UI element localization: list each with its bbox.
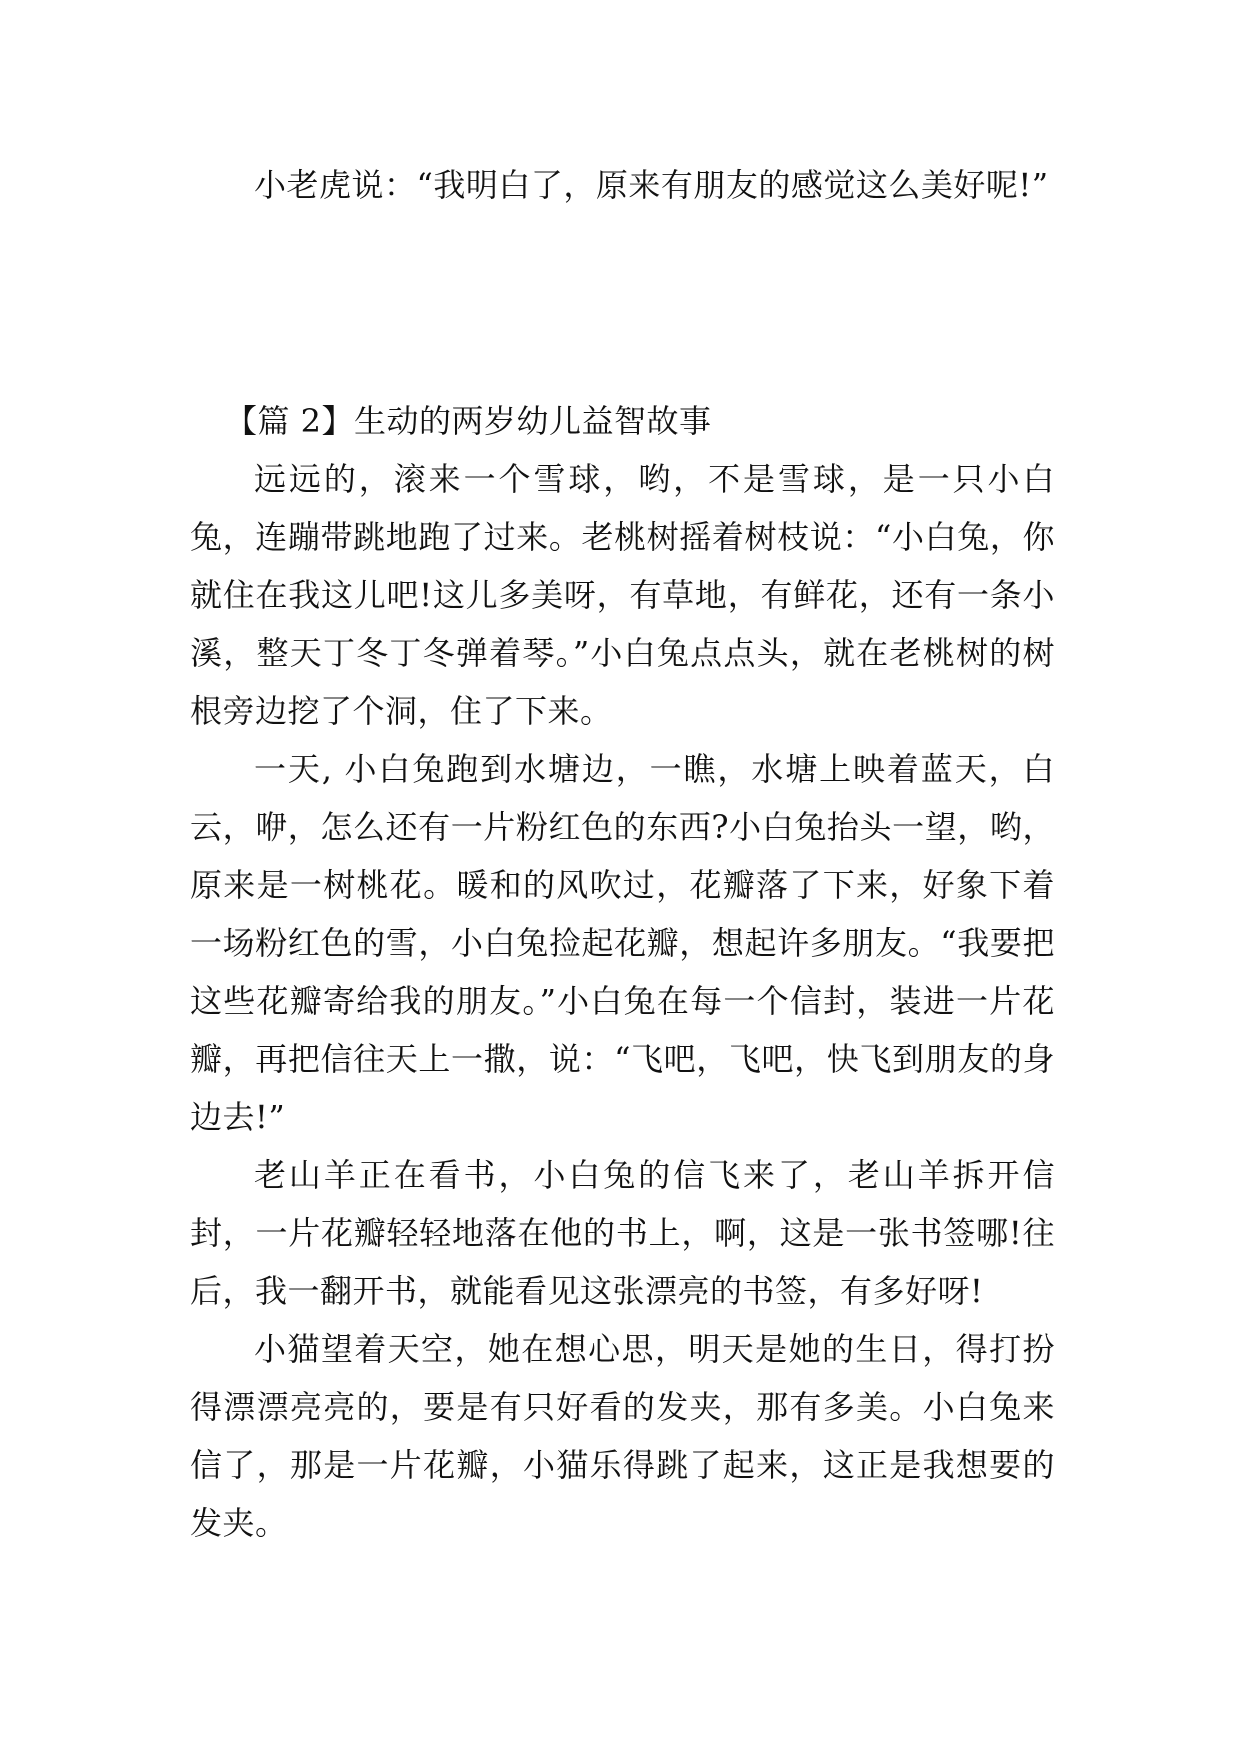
paragraph: 小猫望着天空，她在想心思，明天是她的生日，得打扮得漂漂亮亮的，要是有只好看的发夹，那有多美。小白兔来信了，那是一片花瓣，小猫乐得跳了起来，这正是我想要的发夹。: [190, 1330, 1055, 1542]
paragraph-tiger-quote: 小老虎说：“我明白了，原来有朋友的感觉这么美好呢!”: [254, 166, 1049, 204]
intro-text-block: [190, 156, 1055, 214]
paragraph: 老山羊正在看书，小白兔的信飞来了，老山羊拆开信封，一片花瓣轻轻地落在他的书上，啊，这是一张书签哪!往后，我一翻开书，就能看见这张漂亮的书签，有多好呀!: [190, 1156, 1055, 1310]
paragraph: 一天, 小白兔跑到水塘边，一瞧，水塘上映着蓝天，白云，咿，怎么还有一片粉红色的东西?小白兔抬头一望，哟，原来是一树桃花。暖和的风吹过，花瓣落了下来，好象下着一场粉红色的雪，小白兔捡起花瓣，想起许多朋友。“我要把这些花瓣寄给我的朋友。”小白兔在每一个信封，装进一片花瓣，再把信往天上一撒，说：“飞吧，飞吧，快飞到朋友的身边去!”: [190, 750, 1055, 1136]
paragraph: 远远的，滚来一个雪球，哟，不是雪球，是一只小白兔，连蹦带跳地跑了过来。老桃树摇着树枝说：“小白兔，你就住在我这儿吧!这儿多美呀，有草地，有鲜花，还有一条小溪，整天丁冬丁冬弹着琴。”小白兔点点头，就在老桃树的树根旁边挖了个洞，住了下来。: [190, 460, 1055, 730]
section-heading: 【篇 2】生动的两岁幼儿益智故事: [225, 402, 712, 440]
story-text-block: [190, 450, 1055, 1552]
